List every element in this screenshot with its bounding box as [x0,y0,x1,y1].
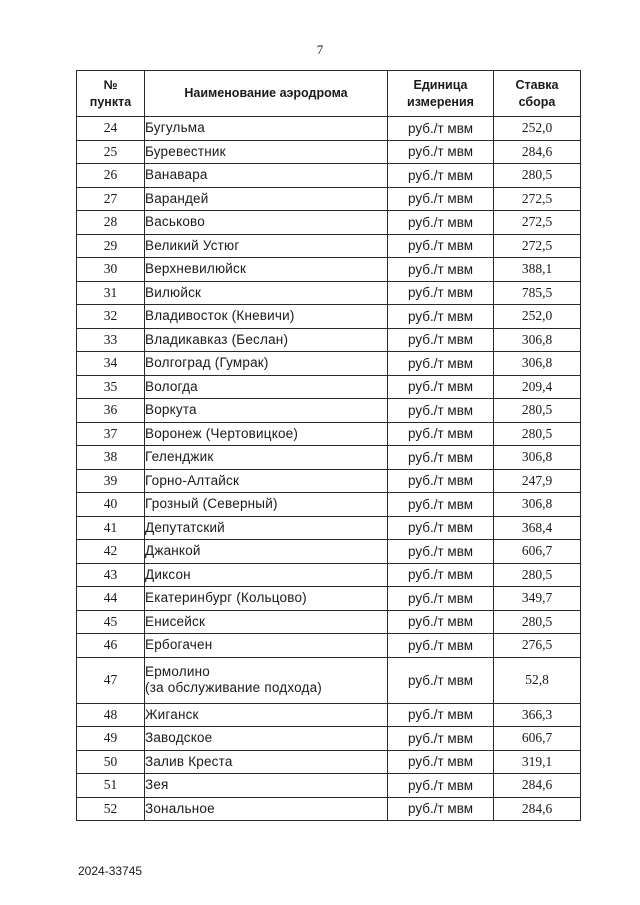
row-number: 37 [77,422,145,446]
airport-name-line: Диксон [145,566,191,582]
header-rate [494,71,581,117]
fee-rate: 306,8 [494,493,581,517]
table-row [77,234,581,258]
airport-name-line: Буревестник [145,143,226,159]
row-number: 51 [77,774,145,798]
airport-name-line: Грозный (Северный) [145,496,278,512]
fee-rate: 606,7 [494,727,581,751]
fee-rate: 272,5 [494,211,581,235]
airport-name-line: Зональное [145,800,215,816]
airport-fees-table [76,70,581,821]
airport-name-line: Екатеринбург (Кольцово) [145,590,307,606]
airport-name-line: Заводское [145,730,213,746]
table-row [77,164,581,188]
fee-rate: 280,5 [494,610,581,634]
row-number: 50 [77,750,145,774]
table-row [77,703,581,727]
airport-name [145,446,388,470]
header-airport-name [145,71,388,117]
airport-name [145,164,388,188]
airport-name [145,493,388,517]
airport-name [145,375,388,399]
row-number: 42 [77,540,145,564]
airport-name [145,750,388,774]
header-number [77,71,145,117]
unit-of-measure: руб./т мвм [388,399,494,423]
airport-name-line: Ермолино [145,664,210,679]
airport-name-line: Геленджик [145,449,214,465]
row-number: 44 [77,587,145,611]
row-number: 34 [77,352,145,376]
unit-of-measure: руб./т мвм [388,563,494,587]
table-row [77,774,581,798]
airport-name [145,399,388,423]
airport-name-line: Зея [145,777,169,793]
fee-rate: 247,9 [494,469,581,493]
header-unit-line1: Единица [413,77,468,92]
fee-rate: 272,5 [494,234,581,258]
row-number: 31 [77,281,145,305]
airport-name-line: Енисейск [145,613,206,629]
table-row [77,750,581,774]
airport-name-line: Джанкой [145,543,201,559]
fee-rate: 306,8 [494,446,581,470]
airport-name [145,328,388,352]
table-row [77,797,581,821]
row-number: 39 [77,469,145,493]
row-number: 30 [77,258,145,282]
table-row [77,610,581,634]
table-row [77,375,581,399]
airport-name [145,352,388,376]
row-number: 47 [77,657,145,703]
fee-rate: 272,5 [494,187,581,211]
table-row [77,563,581,587]
unit-of-measure: руб./т мвм [388,211,494,235]
airport-name [145,281,388,305]
fee-rate: 252,0 [494,305,581,329]
airport-name [145,422,388,446]
table-row [77,634,581,658]
table-row [77,140,581,164]
unit-of-measure: руб./т мвм [388,117,494,141]
row-number: 24 [77,117,145,141]
unit-of-measure: руб./т мвм [388,516,494,540]
row-number: 35 [77,375,145,399]
row-number: 48 [77,703,145,727]
unit-of-measure: руб./т мвм [388,446,494,470]
fee-rate: 209,4 [494,375,581,399]
page-number: 7 [316,42,324,57]
fee-rate: 284,6 [494,774,581,798]
airport-name-line: Ванавара [145,167,208,183]
unit-of-measure: руб./т мвм [388,657,494,703]
unit-of-measure: руб./т мвм [388,187,494,211]
airport-name [145,703,388,727]
table-row [77,117,581,141]
fee-rate: 368,4 [494,516,581,540]
fee-rate: 284,6 [494,140,581,164]
table-row [77,493,581,517]
row-number: 29 [77,234,145,258]
airport-name-line: Верхневилюйск [145,261,247,277]
airport-name [145,634,388,658]
header-rate-line1: Ставка [515,77,559,92]
unit-of-measure: руб./т мвм [388,305,494,329]
row-number: 38 [77,446,145,470]
airport-name [145,610,388,634]
unit-of-measure: руб./т мвм [388,797,494,821]
fee-rate: 284,6 [494,797,581,821]
fee-rate: 280,5 [494,399,581,423]
row-number: 33 [77,328,145,352]
airport-name-line: Владикавказ (Беслан) [145,331,289,347]
airport-name [145,727,388,751]
fee-rate: 280,5 [494,563,581,587]
table-row [77,399,581,423]
airport-name [145,540,388,564]
airport-name-line: Варандей [145,190,209,206]
airport-name [145,140,388,164]
unit-of-measure: руб./т мвм [388,422,494,446]
unit-of-measure: руб./т мвм [388,727,494,751]
table-row [77,446,581,470]
fee-rate: 366,3 [494,703,581,727]
table-row [77,328,581,352]
unit-of-measure: руб./т мвм [388,140,494,164]
table-row [77,727,581,751]
airport-name [145,563,388,587]
fee-rate: 306,8 [494,328,581,352]
unit-of-measure: руб./т мвм [388,774,494,798]
table-row [77,469,581,493]
unit-of-measure: руб./т мвм [388,234,494,258]
airport-name-line: Жиганск [145,706,199,722]
row-number: 40 [77,493,145,517]
table-row [77,540,581,564]
unit-of-measure: руб./т мвм [388,375,494,399]
airport-name [145,211,388,235]
unit-of-measure: руб./т мвм [388,540,494,564]
unit-of-measure: руб./т мвм [388,352,494,376]
airport-name [145,774,388,798]
airport-name-line: Депутатский [145,519,225,535]
airport-name [145,117,388,141]
table-row [77,211,581,235]
row-number: 46 [77,634,145,658]
header-number-line2: пункта [89,94,132,109]
airport-name [145,305,388,329]
airport-name [145,234,388,258]
unit-of-measure: руб./т мвм [388,634,494,658]
row-number: 43 [77,563,145,587]
row-number: 49 [77,727,145,751]
unit-of-measure: руб./т мвм [388,610,494,634]
fee-rate: 276,5 [494,634,581,658]
unit-of-measure: руб./т мвм [388,703,494,727]
header-rate-line2: сбора [518,94,556,109]
airport-name-line: Воркута [145,402,197,418]
airport-name [145,258,388,282]
row-number: 45 [77,610,145,634]
table-row [77,305,581,329]
fee-rate: 52,8 [494,657,581,703]
unit-of-measure: руб./т мвм [388,281,494,305]
fee-rate: 252,0 [494,117,581,141]
fee-rate: 319,1 [494,750,581,774]
row-number: 32 [77,305,145,329]
table-row [77,187,581,211]
airport-name-line: Залив Креста [145,753,233,769]
unit-of-measure: руб./т мвм [388,587,494,611]
unit-of-measure: руб./т мвм [388,469,494,493]
airport-name [145,587,388,611]
table-row [77,281,581,305]
airport-name-line: Вологда [145,378,198,394]
airport-name [145,187,388,211]
header-unit-line2: измерения [407,94,474,109]
airport-name-line: Бугульма [145,120,205,136]
fee-rate: 280,5 [494,422,581,446]
table-row [77,422,581,446]
unit-of-measure: руб./т мвм [388,258,494,282]
airport-name [145,469,388,493]
header-number-line1: № [103,77,118,92]
fee-rate: 349,7 [494,587,581,611]
row-number: 25 [77,140,145,164]
row-number: 41 [77,516,145,540]
airport-name-line: Великий Устюг [145,237,240,253]
row-number: 27 [77,187,145,211]
fee-rate: 785,5 [494,281,581,305]
airport-name-line: Владивосток (Кневичи) [145,308,295,324]
fee-rate: 388,1 [494,258,581,282]
header-unit [388,71,494,117]
table-row [77,258,581,282]
airport-name-line: Ербогачен [145,637,213,653]
fee-rate: 280,5 [494,164,581,188]
airport-name [145,516,388,540]
row-number: 36 [77,399,145,423]
table-row [77,516,581,540]
row-number: 26 [77,164,145,188]
document-id: 2024-33745 [78,864,143,878]
table-row [77,657,581,703]
fee-rate: 606,7 [494,540,581,564]
unit-of-measure: руб./т мвм [388,493,494,517]
airport-name-line: Воронеж (Чертовицкое) [145,425,299,441]
fee-rate: 306,8 [494,352,581,376]
row-number: 28 [77,211,145,235]
table-header-row [77,71,581,117]
unit-of-measure: руб./т мвм [388,328,494,352]
header-name-text: Наименование аэродрома [184,86,348,100]
row-number: 52 [77,797,145,821]
table-row [77,352,581,376]
airport-name-line: Вилюйск [145,284,202,300]
airport-name-line: (за обслуживание подхода) [145,680,323,695]
airport-name [145,657,388,703]
unit-of-measure: руб./т мвм [388,164,494,188]
table-row [77,587,581,611]
airport-name-line: Горно-Алтайск [145,472,240,488]
airport-name-line: Васьково [145,214,205,230]
unit-of-measure: руб./т мвм [388,750,494,774]
airport-name-line: Волгоград (Гумрак) [145,355,269,371]
airport-name [145,797,388,821]
